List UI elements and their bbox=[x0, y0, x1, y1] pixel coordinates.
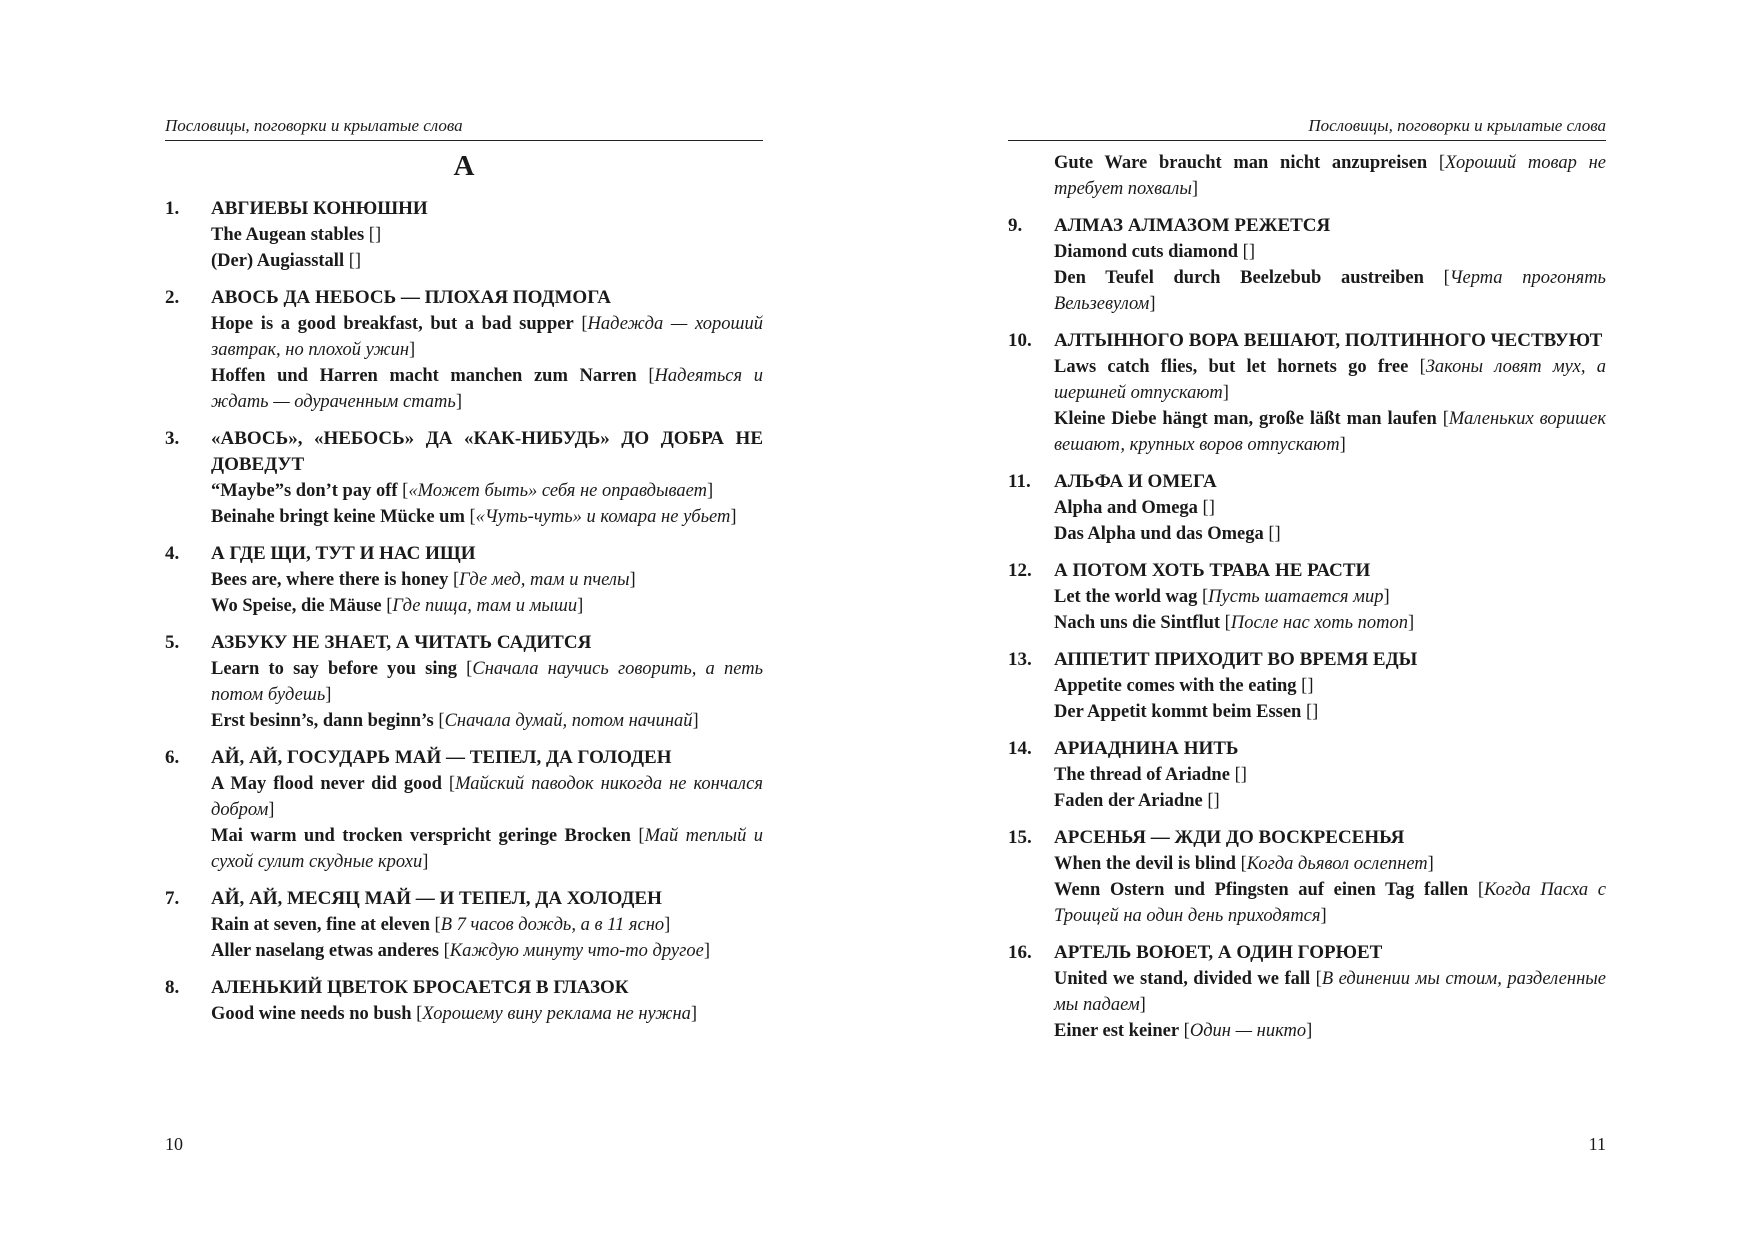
translation-line: (Der) Augiasstall [] bbox=[211, 251, 362, 271]
translation-line: When the devil is blind [Когда дьявол ослепнет] bbox=[1054, 854, 1434, 874]
original-text: Nach uns die Sintflut bbox=[1054, 613, 1221, 633]
translation-line: Den Teufel durch Beelzebub austreiben [Черта прогонять Вельзевулом] bbox=[1054, 268, 1606, 314]
russian-translation: Черта прогонять Вельзевулом bbox=[1054, 268, 1606, 314]
translation-line: “Maybe”s don’t pay off [«Может быть» себя не оправдывает] bbox=[211, 481, 714, 501]
translation-line: Appetite comes with the eating [] bbox=[1054, 676, 1314, 696]
original-text: Bees are, where there is honey bbox=[211, 570, 449, 590]
proverb-heading: АРИАДНИНА НИТЬ bbox=[1054, 738, 1239, 759]
russian-translation: Законы ловят мух, а шершней отпускают bbox=[1054, 357, 1606, 403]
translation-line: Hoffen und Harren macht manchen zum Narren [Надеяться и ждать — одураченным стать] bbox=[211, 366, 763, 412]
original-text: The thread of Ariadne bbox=[1054, 765, 1230, 785]
russian-translation: Надежда — хороший завтрак, но плохой ужин bbox=[211, 314, 763, 360]
proverb-heading: АЛМАЗ АЛМАЗОМ РЕЖЕТСЯ bbox=[1054, 215, 1331, 236]
original-text: Wenn Ostern und Pfingsten auf einen Tag fallen bbox=[1054, 880, 1469, 900]
original-text: Learn to say before you sing bbox=[211, 659, 457, 679]
translation-line: Kleine Diebe hängt man, große läßt man laufen [Маленьких воришек вешают, крупных воров отпускают] bbox=[1054, 409, 1606, 455]
original-text: Hoffen und Harren macht manchen zum Narren bbox=[211, 366, 637, 386]
proverb-entry bbox=[165, 196, 763, 274]
translation-line: Rain at seven, fine at eleven [В 7 часов дождь, а в 11 ясно] bbox=[211, 915, 671, 935]
translation-line: Wenn Ostern und Pfingsten auf einen Tag fallen [Когда Пасха с Троицей на один день приходятся] bbox=[1054, 880, 1606, 926]
original-text: Gute Ware braucht man nicht anzupreisen bbox=[1054, 153, 1428, 173]
proverb-entry bbox=[165, 630, 763, 734]
continued-entry bbox=[1008, 150, 1606, 202]
translation-line: A May flood never did good [Майский паводок никогда не кончался добром] bbox=[211, 774, 763, 820]
russian-translation: Когда Пасха с Троицей на один день приходятся bbox=[1054, 880, 1606, 926]
original-text: Let the world wag bbox=[1054, 587, 1198, 607]
entry-number: 12. bbox=[1008, 560, 1032, 581]
original-text: Erst besinn’s, dann beginn’s bbox=[211, 711, 434, 731]
proverb-entry bbox=[1008, 736, 1606, 814]
proverb-heading: АППЕТИТ ПРИХОДИТ ВО ВРЕМЯ ЕДЫ bbox=[1054, 649, 1418, 670]
translation-line: Learn to say before you sing [Сначала научись говорить, а петь потом будешь] bbox=[211, 659, 763, 705]
proverb-heading: АРТЕЛЬ ВОЮЕТ, А ОДИН ГОРЮЕТ bbox=[1054, 942, 1383, 963]
original-text: Wo Speise, die Mäuse bbox=[211, 596, 382, 616]
original-text: A May flood never did good bbox=[211, 774, 442, 794]
original-text: Der Appetit kommt beim Essen bbox=[1054, 702, 1302, 722]
russian-translation: «Может быть» себя не оправдывает bbox=[408, 481, 707, 501]
entry-number: 13. bbox=[1008, 649, 1032, 670]
proverb-heading: АВГИЕВЫ КОНЮШНИ bbox=[211, 198, 428, 219]
original-text: Beinahe bringt keine Mücke um bbox=[211, 507, 465, 527]
translation-line: Good wine needs no bush [Хорошему вину реклама не нужна] bbox=[211, 1004, 698, 1024]
original-text: Laws catch flies, but let hornets go free bbox=[1054, 357, 1409, 377]
proverb-entry bbox=[1008, 558, 1606, 636]
russian-translation: В 7 часов дождь, а в 11 ясно bbox=[440, 915, 665, 935]
entry-number: 4. bbox=[165, 543, 180, 564]
translation-line: The thread of Ariadne [] bbox=[1054, 765, 1247, 785]
entry-number: 9. bbox=[1008, 215, 1023, 236]
original-text: Good wine needs no bush bbox=[211, 1004, 412, 1024]
original-text: The Augean stables bbox=[211, 225, 365, 245]
original-text: Hope is a good breakfast, but a bad supper bbox=[211, 314, 574, 334]
original-text: Den Teufel durch Beelzebub austreiben bbox=[1054, 268, 1424, 288]
russian-translation: «Чуть-чуть» и комара не убьет bbox=[475, 507, 731, 527]
proverb-entry bbox=[1008, 647, 1606, 725]
translation-line: Nach uns die Sintflut [После нас хоть потоп] bbox=[1054, 613, 1415, 633]
translation-line: The Augean stables [] bbox=[211, 225, 382, 245]
translation-line: Aller naselang etwas anderes [Каждую минуту что-то другое] bbox=[211, 941, 710, 961]
translation-line: Der Appetit kommt beim Essen [] bbox=[1054, 702, 1319, 722]
russian-translation: После нас хоть потоп bbox=[1230, 613, 1409, 633]
entry-number: 16. bbox=[1008, 942, 1032, 963]
original-text: When the devil is blind bbox=[1054, 854, 1236, 874]
entry-number: 10. bbox=[1008, 330, 1032, 351]
proverb-heading: АЙ, АЙ, ГОСУДАРЬ МАЙ — ТЕПЕЛ, ДА ГОЛОДЕН bbox=[211, 747, 672, 768]
proverb-heading: АРСЕНЬЯ — ЖДИ ДО ВОСКРЕСЕНЬЯ bbox=[1054, 827, 1405, 848]
entry-number: 5. bbox=[165, 632, 180, 653]
proverb-entry bbox=[165, 285, 763, 415]
translation-line: Hope is a good breakfast, but a bad supper [Надежда — хороший завтрак, но плохой ужин] bbox=[211, 314, 763, 360]
translation-line: Laws catch flies, but let hornets go free [Законы ловят мух, а шершней отпускают] bbox=[1054, 357, 1606, 403]
original-text: Das Alpha und das Omega bbox=[1054, 524, 1264, 544]
translation-line: Bees are, where there is honey [Где мед, там и пчелы] bbox=[211, 570, 636, 590]
translation-line: Gute Ware braucht man nicht anzupreisen [Хороший товар не требует похвалы] bbox=[1054, 153, 1606, 199]
original-text: Mai warm und trocken verspricht geringe Brocken bbox=[211, 826, 631, 846]
translation-line: Faden der Ariadne [] bbox=[1054, 791, 1220, 811]
original-text: Appetite comes with the eating bbox=[1054, 676, 1297, 696]
original-text: (Der) Augiasstall bbox=[211, 251, 345, 271]
entry-number: 1. bbox=[165, 198, 180, 219]
proverb-heading: АЗБУКУ НЕ ЗНАЕТ, А ЧИТАТЬ САДИТСЯ bbox=[211, 632, 592, 653]
russian-translation: В единении мы стоим, разделенные мы падаем bbox=[1054, 969, 1606, 1015]
russian-translation: Где мед, там и пчелы bbox=[459, 570, 630, 590]
russian-translation: Пусть шатается мир bbox=[1208, 587, 1384, 607]
entry-number: 3. bbox=[165, 428, 180, 449]
proverb-heading: А ПОТОМ ХОТЬ ТРАВА НЕ РАСТИ bbox=[1054, 560, 1371, 581]
entry-number: 6. bbox=[165, 747, 180, 768]
proverb-heading: АЛЕНЬКИЙ ЦВЕТОК БРОСАЕТСЯ В ГЛАЗОК bbox=[211, 977, 629, 998]
translation-line: Einer est keiner [Один — никто] bbox=[1054, 1021, 1313, 1041]
russian-translation: Каждую минуту что-то другое bbox=[449, 941, 704, 961]
entry-number: 15. bbox=[1008, 827, 1032, 848]
entry-number: 11. bbox=[1008, 471, 1031, 492]
page-number: 10 bbox=[165, 1134, 183, 1154]
proverb-entry bbox=[165, 541, 763, 619]
running-head: Пословицы, поговорки и крылатые слова bbox=[165, 116, 763, 141]
translation-line: Beinahe bringt keine Mücke um [«Чуть-чуть» и комара не убьет] bbox=[211, 507, 737, 527]
russian-translation: Майский паводок никогда не кончался добром bbox=[211, 774, 763, 820]
proverb-heading: «АВОСЬ», «НЕБОСЬ» ДА «КАК-НИБУДЬ» ДО ДОБРА НЕ ДОВЕДУТ bbox=[211, 428, 763, 475]
proverb-entry bbox=[165, 975, 763, 1027]
entry-number: 8. bbox=[165, 977, 180, 998]
russian-translation: Маленьких воришек вешают, крупных воров отпускают bbox=[1054, 409, 1606, 455]
russian-translation: Сначала научись говорить, а петь потом будешь bbox=[211, 659, 763, 705]
russian-translation: Надеяться и ждать — одураченным стать bbox=[211, 366, 763, 412]
entry-number: 14. bbox=[1008, 738, 1032, 759]
translation-line: Mai warm und trocken verspricht geringe Brocken [Май теплый и сухой сулит скудные крохи] bbox=[211, 826, 763, 872]
original-text: Kleine Diebe hängt man, große läßt man laufen bbox=[1054, 409, 1437, 429]
proverb-entry bbox=[1008, 469, 1606, 547]
proverb-entry bbox=[165, 426, 763, 530]
translation-line: Das Alpha und das Omega [] bbox=[1054, 524, 1281, 544]
proverb-entry bbox=[1008, 328, 1606, 458]
page-number: 11 bbox=[1588, 1134, 1606, 1154]
translation-line: Erst besinn’s, dann beginn’s [Сначала думай, потом начинай] bbox=[211, 711, 699, 731]
russian-translation: Май теплый и сухой сулит скудные крохи bbox=[211, 826, 763, 872]
proverb-heading: АЛЬФА И ОМЕГА bbox=[1054, 471, 1217, 492]
proverb-heading: АВОСЬ ДА НЕБОСЬ — ПЛОХАЯ ПОДМОГА bbox=[211, 287, 611, 308]
original-text: Faden der Ariadne bbox=[1054, 791, 1203, 811]
russian-translation: Сначала думай, потом начинай bbox=[444, 711, 693, 731]
proverb-entry bbox=[1008, 825, 1606, 929]
section-letter: А bbox=[453, 150, 475, 182]
proverb-heading: АЛТЫННОГО ВОРА ВЕШАЮТ, ПОЛТИННОГО ЧЕСТВУЮТ bbox=[1054, 330, 1603, 351]
proverb-heading: А ГДЕ ЩИ, ТУТ И НАС ИЩИ bbox=[211, 543, 476, 564]
original-text: Diamond cuts diamond bbox=[1054, 242, 1239, 262]
original-text: “Maybe”s don’t pay off bbox=[211, 481, 398, 501]
entry-number: 2. bbox=[165, 287, 180, 308]
russian-translation: Где пища, там и мыши bbox=[392, 596, 578, 616]
proverb-entry bbox=[1008, 940, 1606, 1044]
translation-line: Wo Speise, die Mäuse [Где пища, там и мыши] bbox=[211, 596, 584, 616]
original-text: Einer est keiner bbox=[1054, 1021, 1180, 1041]
russian-translation: Хорошему вину реклама не нужна bbox=[422, 1004, 691, 1024]
running-head: Пословицы, поговорки и крылатые слова bbox=[1008, 116, 1606, 141]
translation-line: Diamond cuts diamond [] bbox=[1054, 242, 1255, 262]
russian-translation: Хороший товар не требует похвалы bbox=[1054, 153, 1606, 199]
entries-list bbox=[165, 196, 763, 1038]
translation-line: Let the world wag [Пусть шатается мир] bbox=[1054, 587, 1390, 607]
original-text: Rain at seven, fine at eleven bbox=[211, 915, 430, 935]
original-text: Alpha and Omega bbox=[1054, 498, 1198, 518]
proverb-heading: АЙ, АЙ, МЕСЯЦ МАЙ — И ТЕПЕЛ, ДА ХОЛОДЕН bbox=[211, 888, 662, 909]
translation-line: United we stand, divided we fall [В единении мы стоим, разделенные мы падаем] bbox=[1054, 969, 1606, 1015]
russian-translation: Один — никто bbox=[1189, 1021, 1307, 1041]
proverb-entry bbox=[1008, 213, 1606, 317]
russian-translation: Когда дьявол ослепнет bbox=[1246, 854, 1428, 874]
entry-number: 7. bbox=[165, 888, 180, 909]
original-text: United we stand, divided we fall bbox=[1054, 969, 1311, 989]
translation-line: Alpha and Omega [] bbox=[1054, 498, 1215, 518]
original-text: Aller naselang etwas anderes bbox=[211, 941, 439, 961]
proverb-entry bbox=[165, 886, 763, 964]
entries-list bbox=[1008, 150, 1606, 1055]
proverb-entry bbox=[165, 745, 763, 875]
